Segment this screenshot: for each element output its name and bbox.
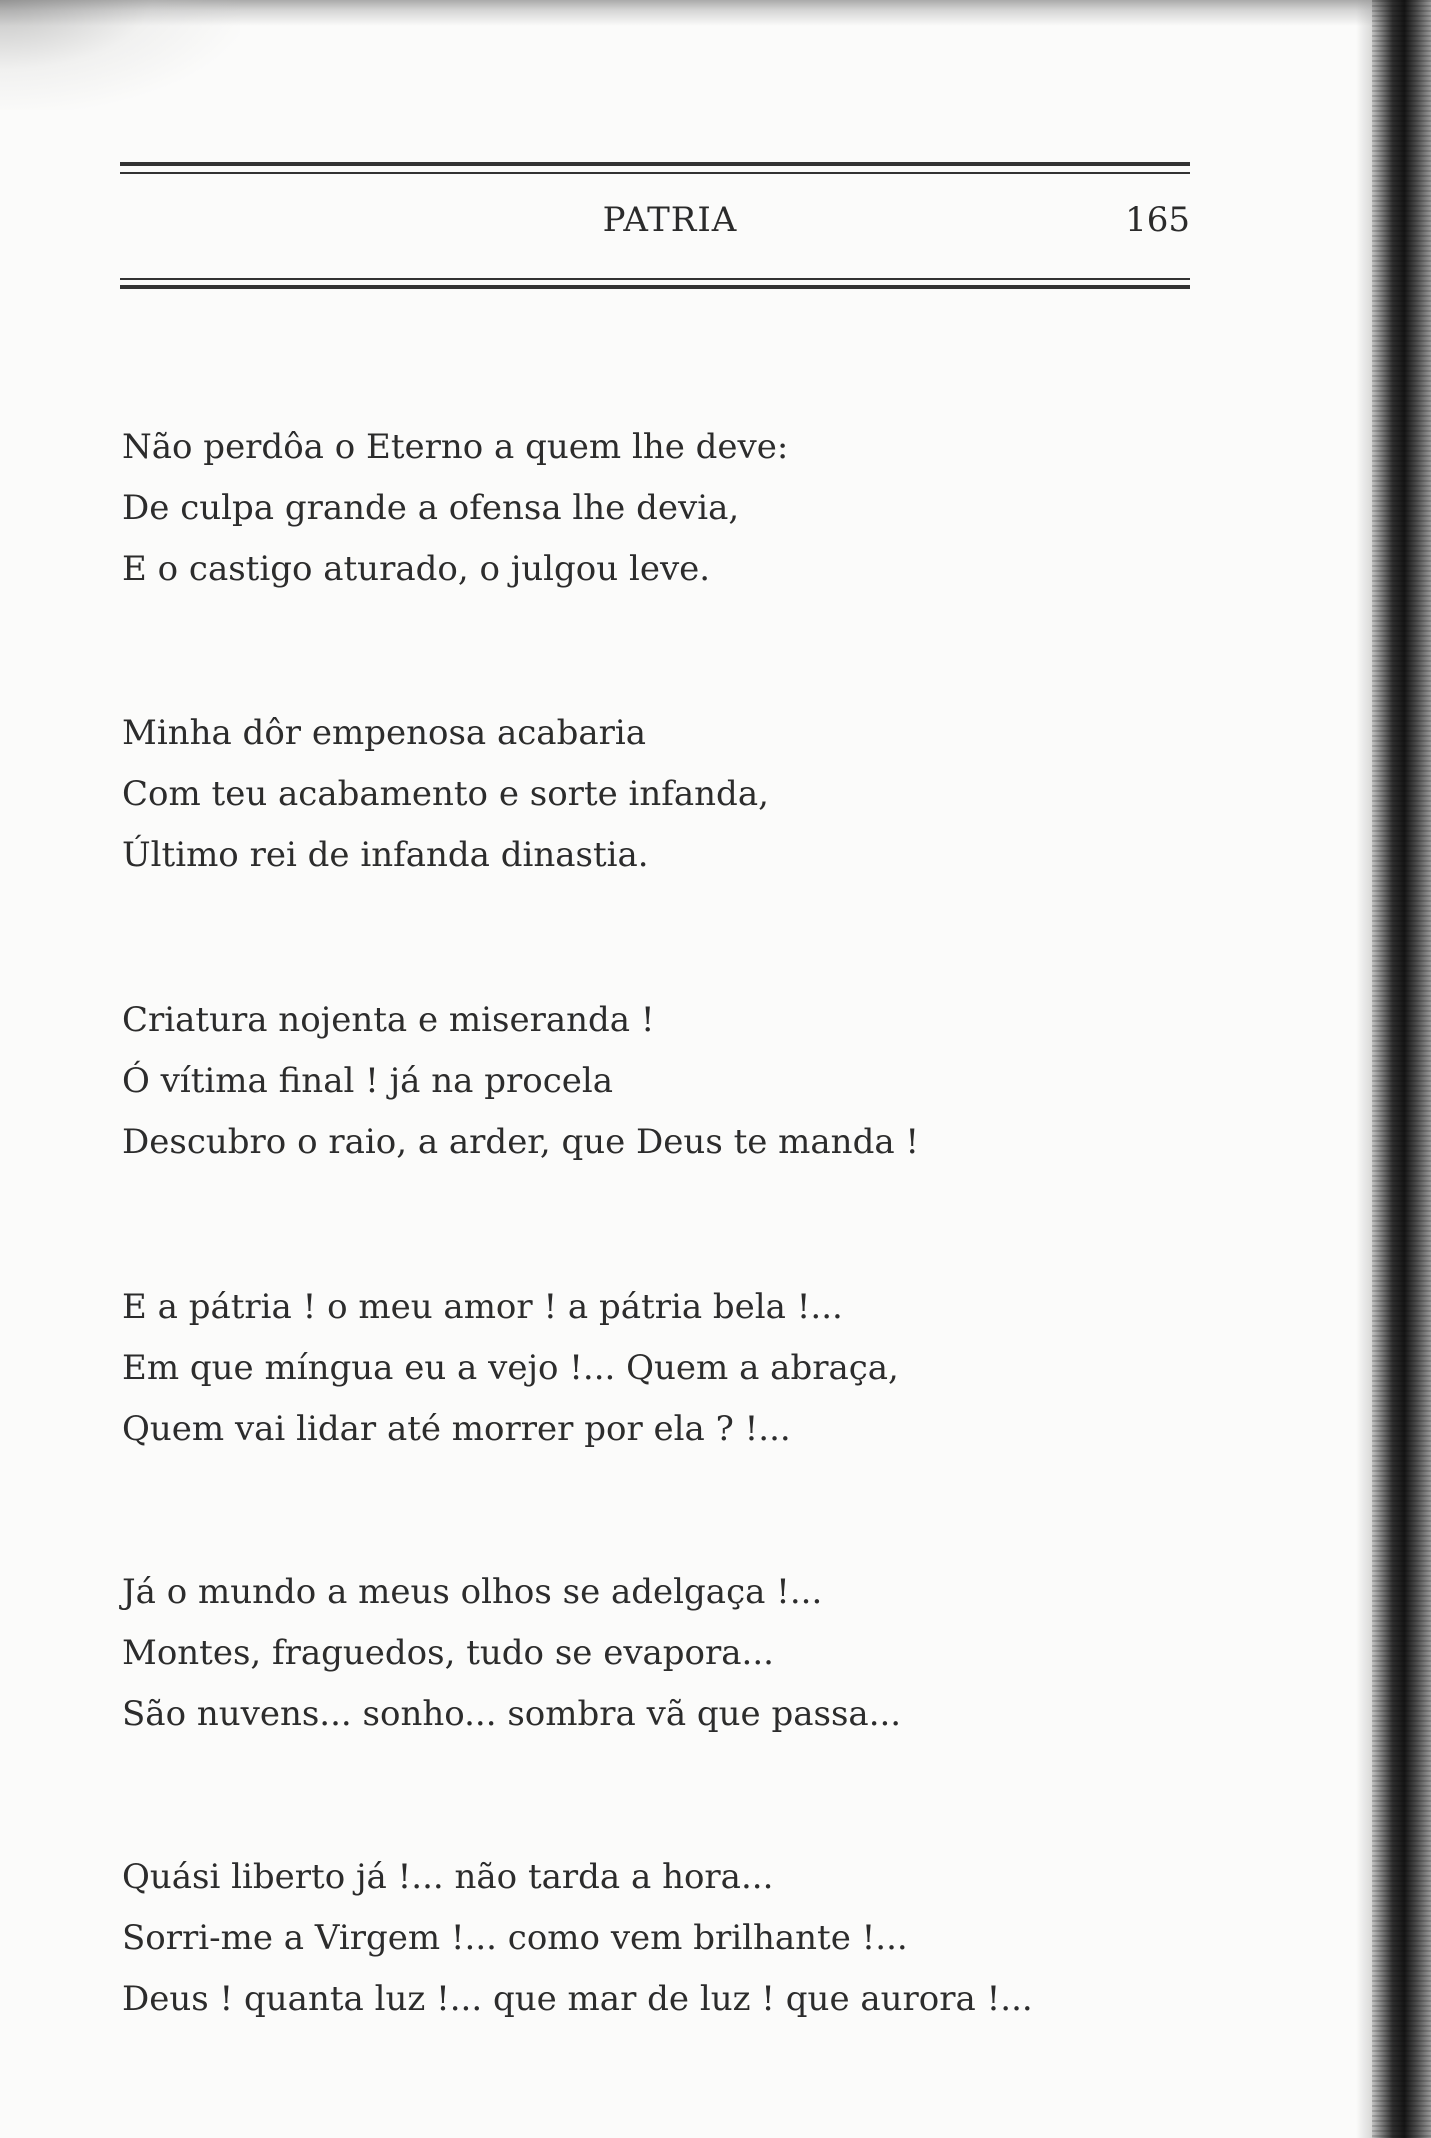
running-title: PATRIA: [602, 200, 738, 240]
verse-line: Não perdôa o Eterno a quem lhe deve:: [122, 427, 789, 467]
header-rule-bottom: [120, 285, 1190, 289]
header-rule-top: [120, 162, 1190, 166]
verse-line: E a pátria ! o meu amor ! a pátria bela !...: [122, 1287, 843, 1327]
stanza-6: [122, 1847, 1272, 2030]
stanza-5: [122, 1562, 1272, 1745]
stanza-2: [122, 703, 1272, 886]
verse-line: Minha dôr empenosa acabaria: [122, 713, 647, 753]
verse-line: Montes, fraguedos, tudo se evapora...: [122, 1633, 774, 1673]
book-binding-edge: [1372, 0, 1431, 2138]
verse-line: Quási liberto já !... não tarda a hora...: [122, 1857, 774, 1897]
verse-line: Ó vítima final ! já na procela: [122, 1061, 614, 1101]
header-rule-top-inner: [120, 172, 1190, 174]
stanza-1: [122, 417, 1272, 600]
stanza-4: [122, 1277, 1272, 1460]
verse-line: De culpa grande a ofensa lhe devia,: [122, 488, 740, 528]
verse-line: Último rei de infanda dinastia.: [122, 835, 649, 875]
verse-line: E o castigo aturado, o julgou leve.: [122, 549, 711, 589]
verse-line: Descubro o raio, a arder, que Deus te manda !: [122, 1122, 920, 1162]
verse-line: Sorri-me a Virgem !... como vem brilhante !...: [122, 1918, 908, 1958]
verse-line: Deus ! quanta luz !... que mar de luz ! que aurora !...: [122, 1979, 1033, 2019]
page-number: 165: [1125, 200, 1190, 240]
verse-line: Criatura nojenta e miseranda !: [122, 1000, 655, 1040]
verse-line: Em que míngua eu a vejo !... Quem a abraça,: [122, 1348, 899, 1388]
verse-line: São nuvens... sonho... sombra vã que passa...: [122, 1694, 902, 1734]
verse-line: Com teu acabamento e sorte infanda,: [122, 774, 769, 814]
stanza-3: [122, 990, 1272, 1173]
verse-line: Quem vai lidar até morrer por ela ? !...: [122, 1409, 791, 1449]
verse-line: Já o mundo a meus olhos se adelgaça !...: [122, 1572, 823, 1612]
header-rule-bottom-inner: [120, 278, 1190, 280]
scan-shadow-gutter: [1356, 0, 1372, 2138]
scan-shadow-corner: [0, 0, 240, 110]
